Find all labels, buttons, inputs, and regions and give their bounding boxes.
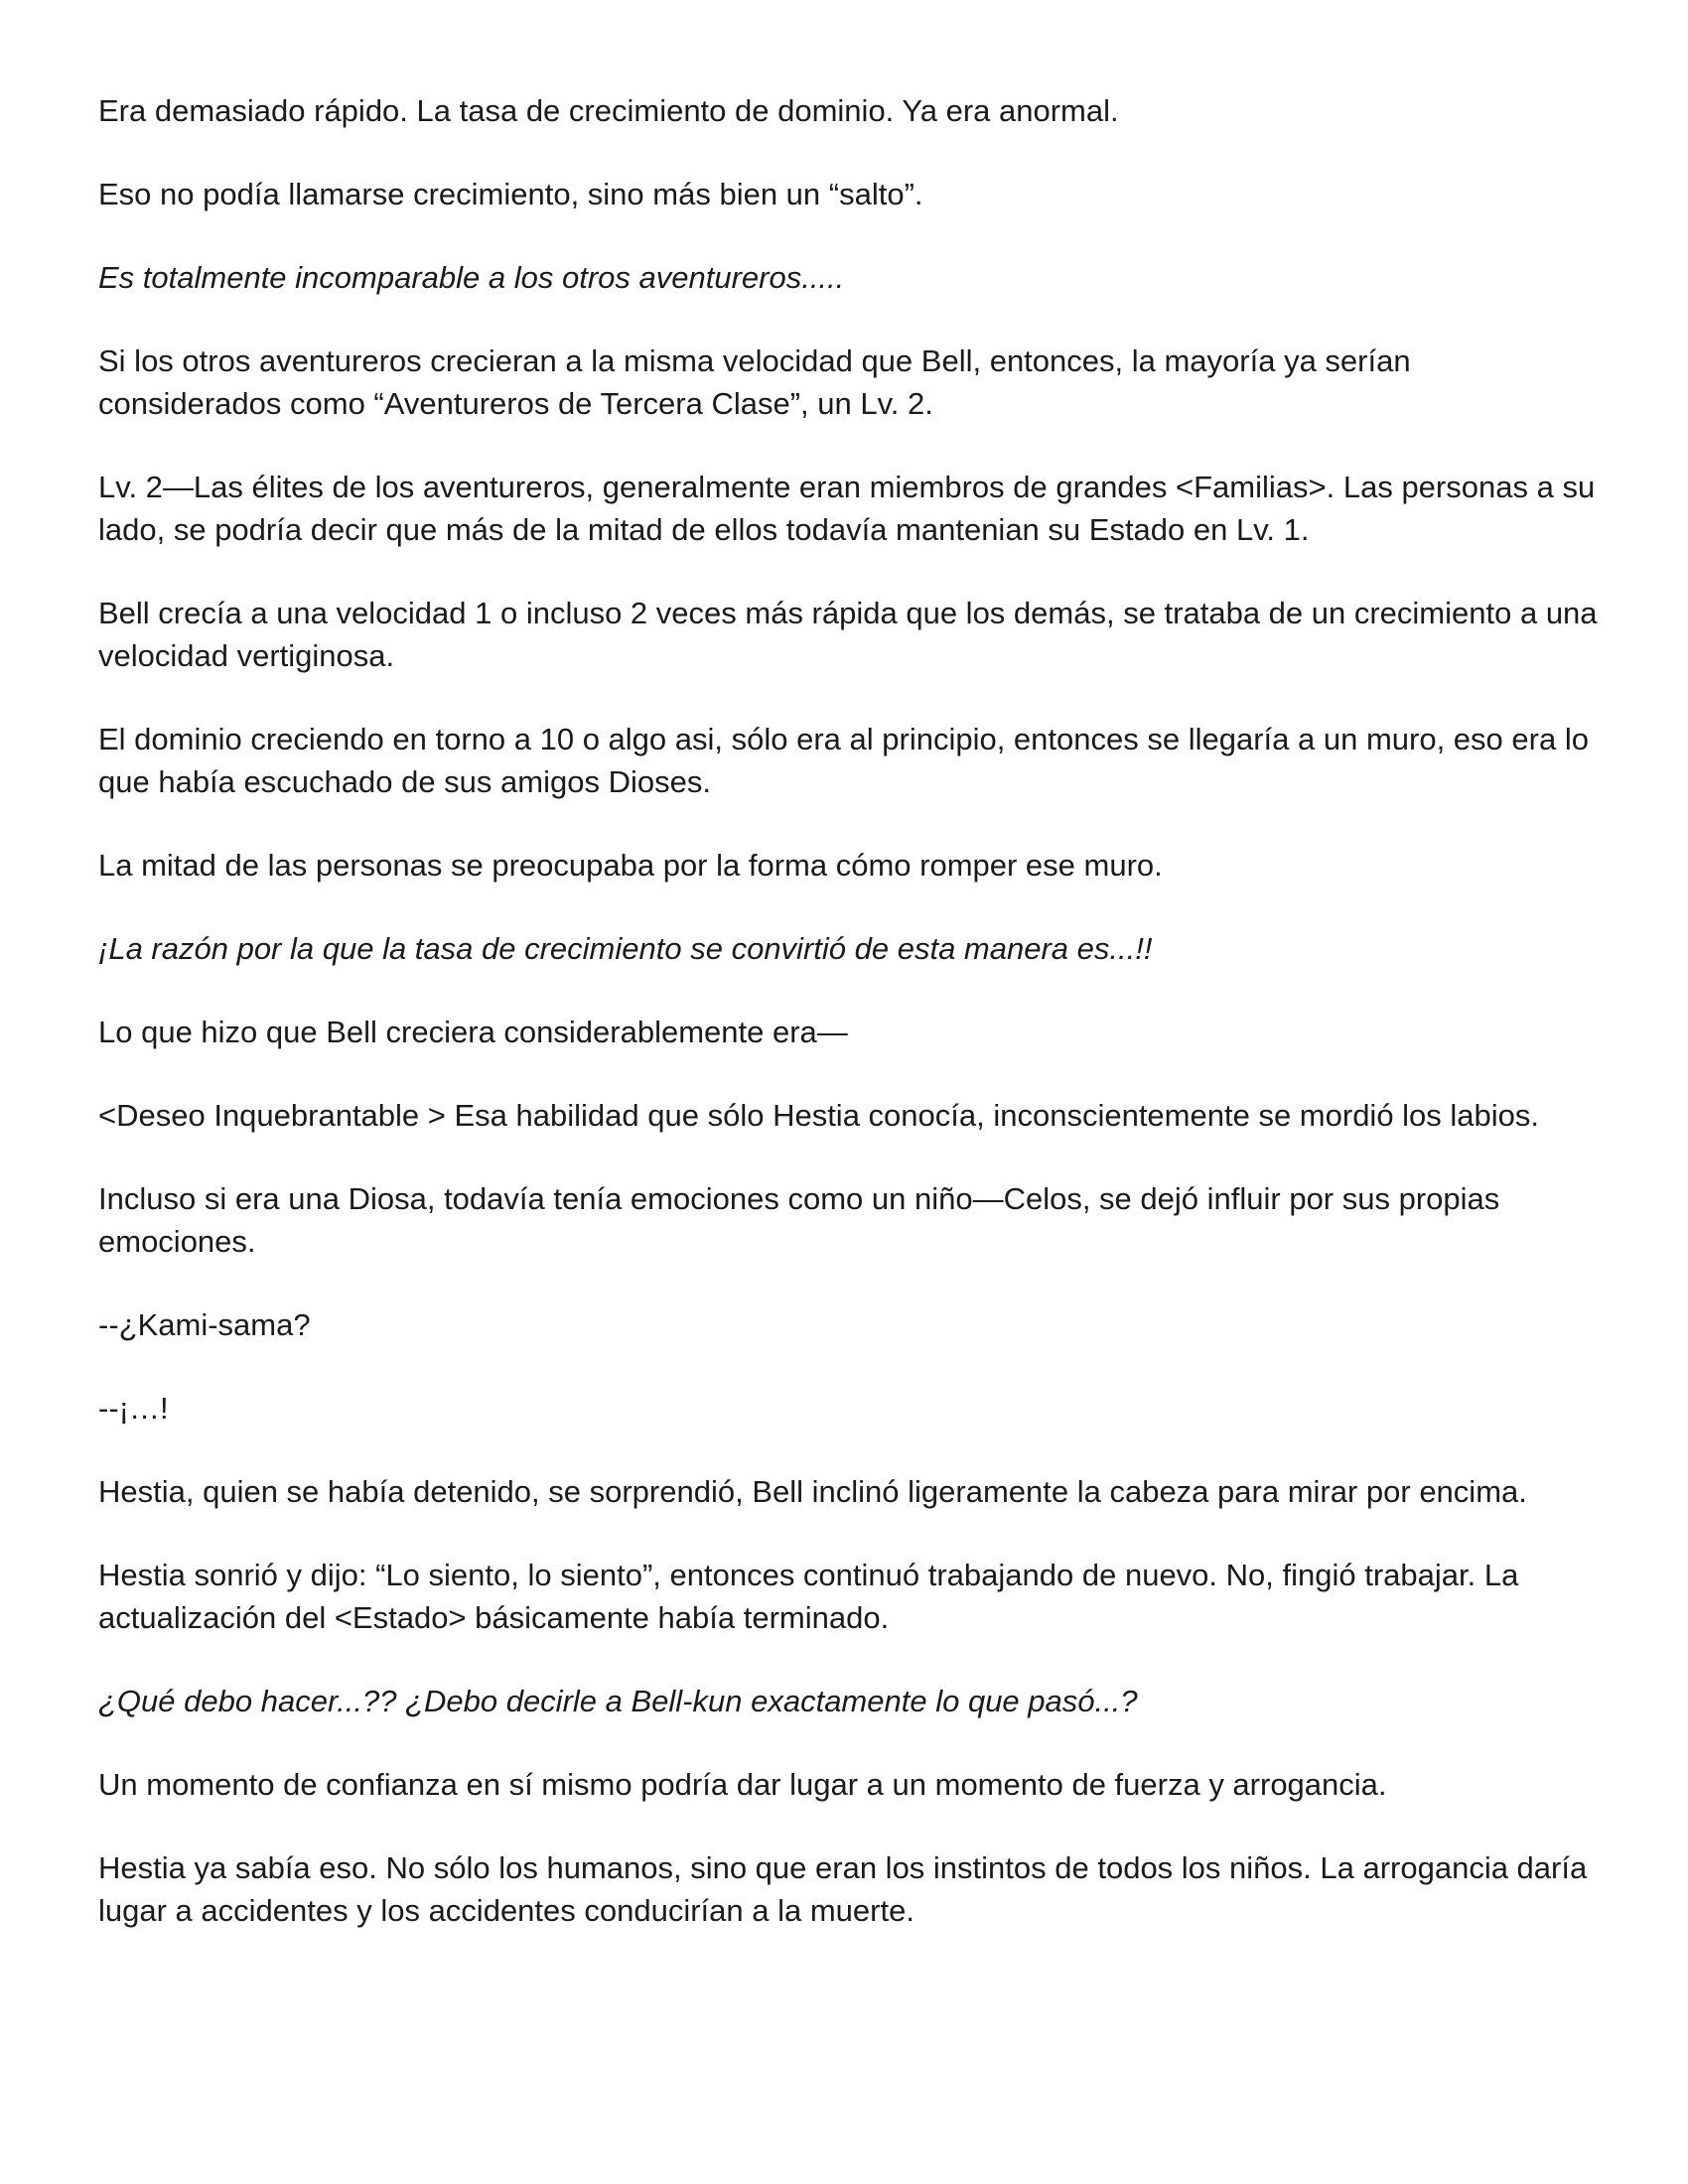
- paragraph-17-thought: ¿Qué debo hacer...?? ¿Debo decirle a Bell-kun exactamente lo que pasó...?: [98, 1684, 1138, 1718]
- paragraph-6: Bell crecía a una velocidad 1 o incluso 2 veces más rápida que los demás, se trataba de un crecimiento a una velocidad vertiginosa.: [98, 596, 1598, 673]
- paragraph-1: Era demasiado rápido. La tasa de crecimiento de dominio. Ya era anormal.: [98, 93, 1119, 128]
- paragraph-18: Un momento de confianza en sí mismo podría dar lugar a un momento de fuerza y arrogancia.: [98, 1767, 1387, 1802]
- paragraph-15: Hestia, quien se había detenido, se sorprendió, Bell inclinó ligeramente la cabeza para mirar por encima.: [98, 1474, 1527, 1509]
- paragraph-8: La mitad de las personas se preocupaba por la forma cómo romper ese muro.: [98, 848, 1163, 883]
- paragraph-14-dialogue: --¡…!: [98, 1391, 169, 1426]
- paragraph-7: El dominio creciendo en torno a 10 o algo asi, sólo era al principio, entonces se llegaría a un muro, eso era lo que había escuchado de sus amigos Dioses.: [98, 722, 1589, 799]
- paragraph-5: Lv. 2—Las élites de los aventureros, generalmente eran miembros de grandes <Familias>. Las personas a su lado, se podría decir que más de la mitad de ellos todavía mantenian su Estado en Lv. 1.: [98, 470, 1596, 547]
- paragraph-4: Si los otros aventureros crecieran a la misma velocidad que Bell, entonces, la mayoría ya serían considerados como “Aventureros de Tercera Clase”, un Lv. 2.: [98, 343, 1411, 421]
- paragraph-9-thought: ¡La razón por la que la tasa de crecimiento se convirtió de esta manera es...!!: [98, 931, 1153, 966]
- paragraph-10: Lo que hizo que Bell creciera considerablemente era—: [98, 1015, 848, 1049]
- paragraph-13-dialogue: --¿Kami-sama?: [98, 1307, 311, 1342]
- paragraph-19: Hestia ya sabía eso. No sólo los humanos, sino que eran los instintos de todos los niños. La arrogancia daría lugar a accidentes y los accidentes conducirían a la muerte.: [98, 1850, 1588, 1928]
- document-page: [98, 89, 1598, 1973]
- paragraph-2: Eso no podía llamarse crecimiento, sino más bien un “salto”.: [98, 177, 923, 211]
- paragraph-12: Incluso si era una Diosa, todavía tenía emociones como un niño—Celos, se dejó influir por sus propias emociones.: [98, 1181, 1500, 1259]
- paragraph-11: <Deseo Inquebrantable > Esa habilidad que sólo Hestia conocía, inconscientemente se mordió los labios.: [98, 1098, 1540, 1133]
- paragraph-3-thought: Es totalmente incomparable a los otros aventureros.....: [98, 260, 845, 295]
- paragraph-16: Hestia sonrió y dijo: “Lo siento, lo siento”, entonces continuó trabajando de nuevo. No, fingió trabajar. La actualización del <Estado> básicamente había terminado.: [98, 1558, 1519, 1635]
